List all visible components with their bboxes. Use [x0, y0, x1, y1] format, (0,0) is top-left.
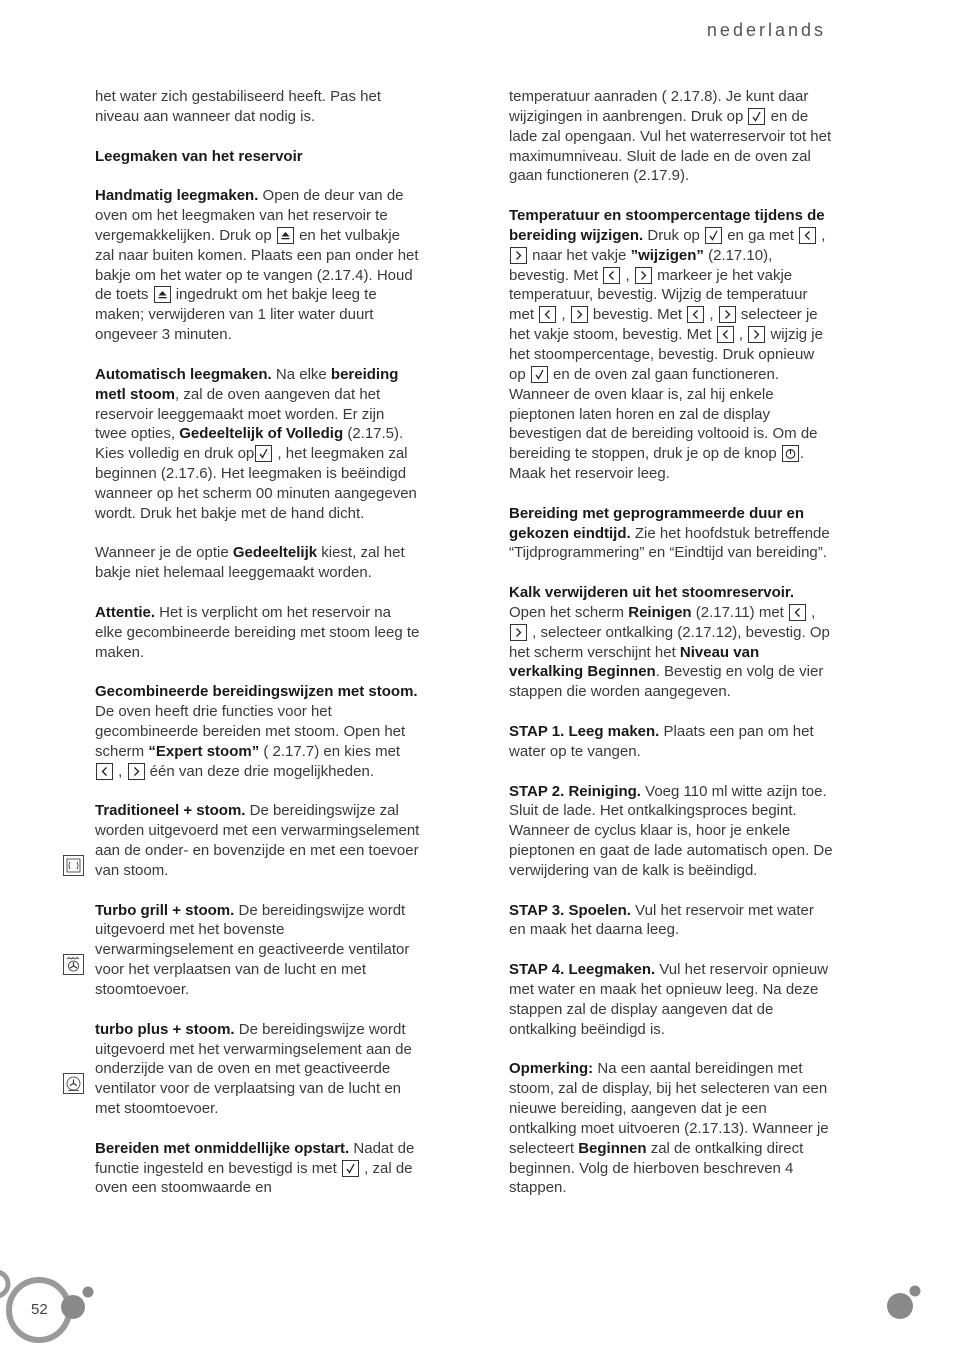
chevron-left-icon	[717, 326, 734, 343]
auto-drain-paragraph: Automatisch leegmaken. Na elke bereiding metl stoom, zal de oven aangeven dat het reservoir leeggemaakt moet worden. Er zijn twee opties, Gedeeltelijk of Volledig (2.17.5). Kies volledig en druk op , het leegmaken zal beginnen (2.17.6). Het leegmaken is beëindigd wanneer op het scherm 00 minuten aangegeven wordt. Druk het bakje met de hand dicht.	[95, 365, 417, 522]
section-heading-reservoir: Leegmaken van het reservoir	[95, 147, 303, 165]
manual-drain-paragraph: Handmatig leegmaken. Open de deur van de oven om het leegmaken van het reservoir te vergemakkelijken. Druk op en het vulbakje zal naar buiten komen. Plaats een pan onder het bakje om het water op te vangen (2.17.4). Houd de toets ingedrukt om het bakje leeg te maken; verwijderen van 1 liter water duurt ongeveer 3 minuten.	[95, 187, 419, 344]
function-turbo-grill-steam: Turbo grill + stoom. De bereidingswijze wordt uitgevoerd met het bovenste verwarmingselement en geactiveerde ventilator voor het verplaatsen van de lucht en met stoomtoevoer.	[95, 901, 410, 998]
language-header: nederlands	[706, 20, 826, 40]
intro-paragraph: het water zich gestabiliseerd heeft. Pas het niveau aan wanneer dat nodig is.	[95, 88, 381, 125]
step-4-paragraph: STAP 4. Leegmaken. Vul het reservoir opnieuw met water en maak het opnieuw leeg. Na deze stappen zal de display aangeven dat de ontkalking beëindigd is.	[509, 961, 829, 1038]
partial-paragraph: Wanneer je de optie Gedeeltelijk kiest, zal het bakje niet helemaal leeggemaakt worden.	[95, 544, 405, 582]
eject-icon	[154, 286, 171, 303]
change-temperature-paragraph: Temperatuur en stoompercentage tijdens de bereiding wijzigen. Druk op en ga met , naar het vakje ”wijzigen” (2.17.10), bevestig. Met , markeer je het vakje temperatuur, bevestig. Wijzig de temperatuur met , bevestig. Met , selecteer je het vakje stoom, bevestig. Met , wijzig je het stoompercentage, bevestig. Druk opnieuw op en de oven zal gaan functioneren. Wanneer de oven klaar is, zal hij enkele pieptonen laten horen en zal de display bevestigen dat de bereiding voltooid is. Om de bereiding te stoppen, druk je op de knop . Maak het reservoir leeg.	[509, 207, 826, 483]
check-icon	[342, 1160, 359, 1177]
check-icon	[255, 445, 272, 462]
step-1-paragraph: STAP 1. Leeg maken. Plaats een pan om het water op te vangen.	[509, 723, 814, 760]
chevron-left-icon	[96, 763, 113, 780]
chevron-left-icon	[789, 604, 806, 621]
chevron-right-icon	[719, 306, 736, 323]
chevron-left-icon	[603, 267, 620, 284]
check-icon	[705, 227, 722, 244]
footer-decoration-left	[0, 1262, 100, 1354]
function-turbo-plus-steam: turbo plus + stoom. De bereidingswijze wordt uitgevoerd met het verwarmingselement aan de onderzijde van de oven en met geactiveerde ventilator voor de verplaatsing van de lucht en met stoomtoevoer.	[95, 1020, 412, 1118]
turbo-grill-steam-icon	[63, 954, 84, 975]
function-traditional-steam: Traditioneel + stoom. De bereidingswijze zal worden uitgevoerd met een verwarmingselement aan de onder- en bovenzijde en met een toevoer van stoom.	[95, 802, 420, 879]
chevron-right-icon	[510, 247, 527, 264]
combined-modes-paragraph: Gecombineerde bereidingswijzen met stoom. De oven heeft drie functies voor het gecombineerde bereiden met stoom. Open het scherm “Expert stoom” ( 2.17.7) en kies met , één van deze drie mogelijkheden.	[95, 683, 418, 780]
chevron-left-icon	[687, 306, 704, 323]
right-column	[509, 87, 834, 1218]
turbo-plus-steam-icon	[63, 1073, 84, 1094]
chevron-left-icon	[539, 306, 556, 323]
check-icon	[531, 366, 548, 383]
chevron-right-icon	[128, 763, 145, 780]
chevron-right-icon	[635, 267, 652, 284]
traditional-steam-icon	[63, 855, 84, 876]
note-paragraph: Opmerking: Na een aantal bereidingen met stoom, zal de display, bij het selecteren van een nieuwe bereiding, aangeven dat je een ontkalking moet uitvoeren (2.17.13). Wanneer je selecteert Beginnen zal de ontkalking direct beginnen. Volg de hierboven beschreven 4 stappen.	[509, 1060, 829, 1197]
power-icon	[782, 445, 799, 462]
page-number: 52	[31, 1301, 48, 1318]
suggest-temperature-paragraph: temperatuur aanraden ( 2.17.8). Je kunt daar wijzigingen in aanbrengen. Druk op en de lade zal opengaan. Vul het waterreservoir tot het maximumniveau. Sluit de lade en de oven zal gaan functioneren (2.17.9).	[509, 88, 832, 185]
check-icon	[748, 108, 765, 125]
descaling-paragraph: Kalk verwijderen uit het stoomreservoir. Open het scherm Reinigen (2.17.11) met , , selecteer ontkalking (2.17.12), bevestig. Op het scherm verschijnt het Niveau van verkalking Beginnen. Bevestig en volg de vier stappen die worden aangegeven.	[509, 584, 830, 701]
chevron-right-icon	[571, 306, 588, 323]
step-2-paragraph: STAP 2. Reiniging. Voeg 110 ml witte azijn toe. Sluit de lade. Het ontkalkingsproces begint. Wanneer de cyclus klaar is, hoor je enkele pieptonen en gaat de lade automatisch open. De verwijdering van de kalk is beëindigd.	[509, 782, 833, 879]
footer-decoration-right	[880, 1280, 930, 1324]
left-column	[95, 87, 420, 1218]
chevron-right-icon	[748, 326, 765, 343]
chevron-right-icon	[510, 624, 527, 641]
step-3-paragraph: STAP 3. Spoelen. Vul het reservoir met water en maak het daarna leeg.	[509, 901, 814, 939]
immediate-start-paragraph: Bereiden met onmiddellijke opstart. Nadat de functie ingesteld en bevestigd is met , zal de oven een stoomwaarde en	[95, 1139, 415, 1197]
eject-icon	[277, 227, 294, 244]
chevron-left-icon	[799, 227, 816, 244]
programmed-cooking-paragraph: Bereiding met geprogrammeerde duur en gekozen eindtijd. Zie het hoofdstuk betreffende “Tijdprogrammering” en “Eindtijd van bereiding”.	[509, 504, 830, 562]
attention-paragraph: Attentie. Het is verplicht om het reservoir na elke gecombineerde bereiding met stoom leeg te maken.	[95, 603, 420, 661]
